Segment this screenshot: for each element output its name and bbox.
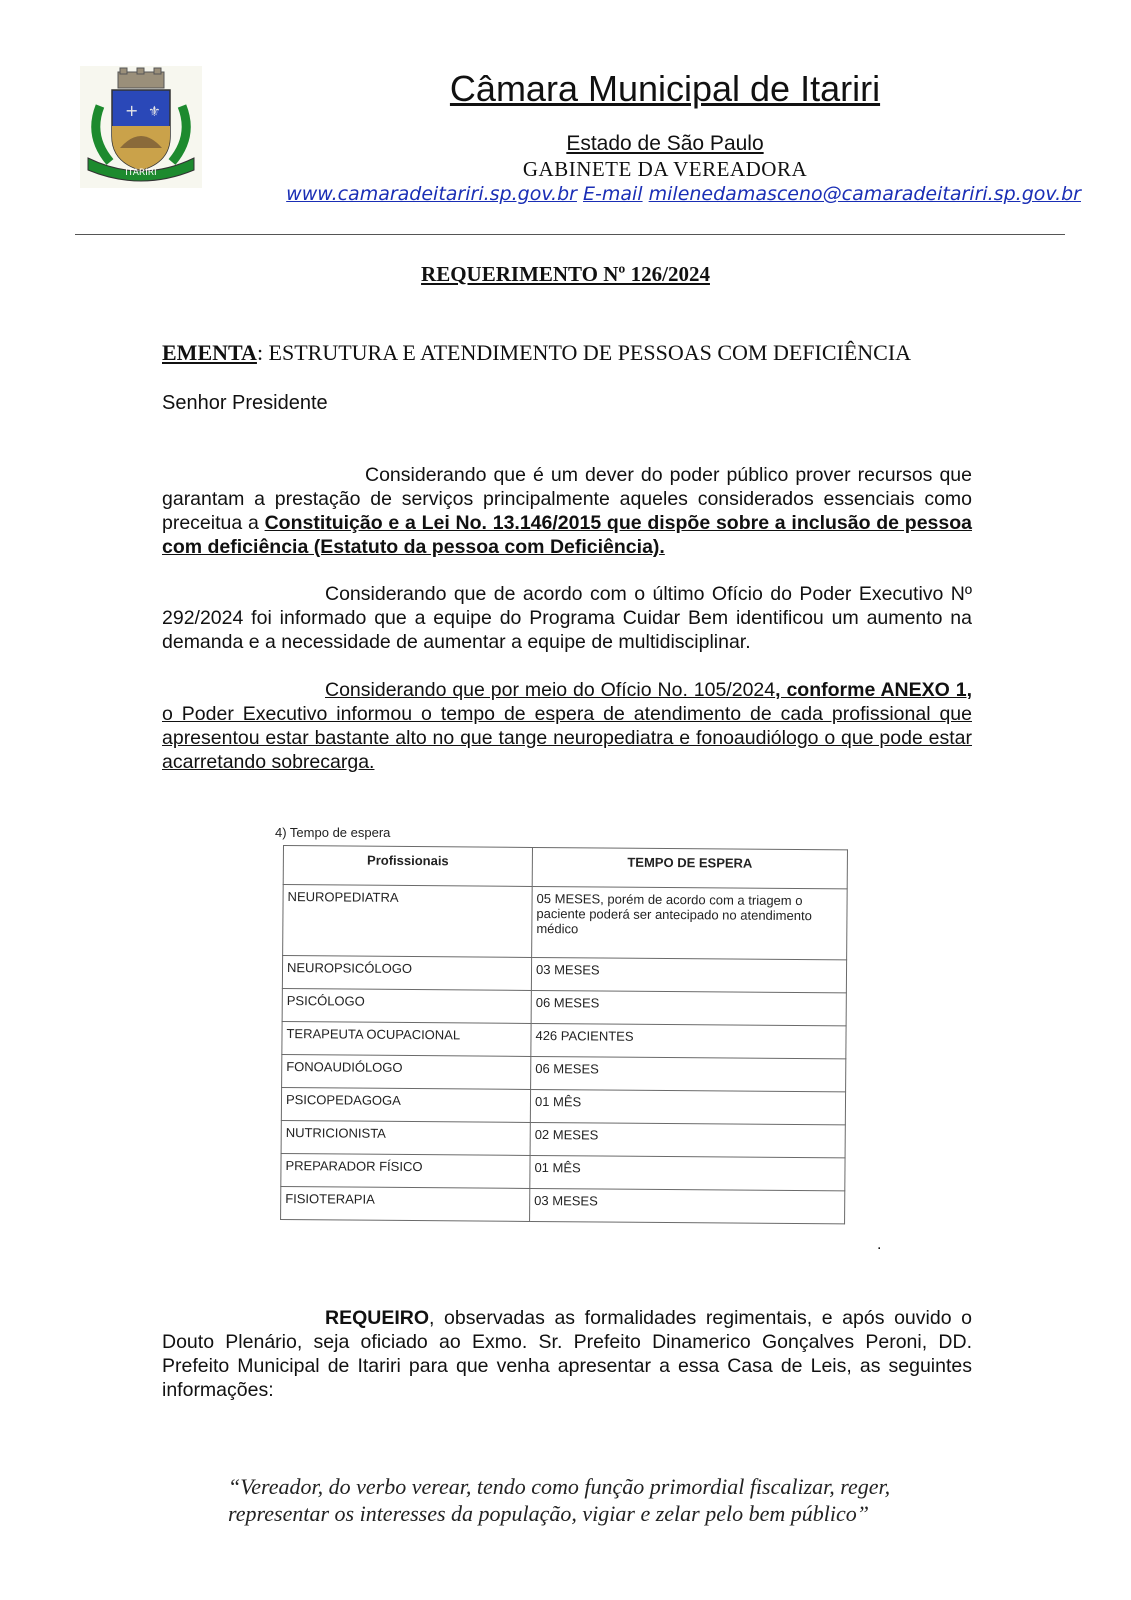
logo-text: ITARIRI [125, 168, 157, 178]
email-link[interactable]: milenedamasceno@camaradeitariri.sp.gov.br [648, 183, 1081, 205]
waiting-time-cell: 01 MÊS [530, 1089, 845, 1124]
profession-cell: NUTRICIONISTA [281, 1120, 530, 1155]
paragraph-1-law-reference: Constituição e a Lei No. 13.146/2015 que dispõe sobre a inclusão de pessoa com deficiência (Estatuto da pessoa com Deficiência). [162, 512, 972, 558]
table-row [282, 956, 846, 993]
header-divider [75, 234, 1065, 235]
profession-cell: PREPARADOR FÍSICO [281, 1153, 530, 1188]
profession-cell: FISIOTERAPIA [281, 1186, 530, 1221]
ementa [162, 340, 911, 366]
table-row [282, 1054, 846, 1091]
waiting-time-cell: 05 MESES, porém de acordo com a triagem o paciente poderá ser antecipado no atendimento médico [532, 886, 848, 959]
waiting-time-cell: 06 MESES [531, 990, 846, 1025]
waiting-time-cell: 01 MÊS [530, 1155, 845, 1190]
table-row [283, 885, 848, 960]
municipal-coat-of-arms [80, 66, 202, 188]
document-number [0, 262, 1131, 287]
office-name: GABINETE DA VEREADORA [522, 157, 808, 181]
column-header-professionals: Profissionais [283, 846, 532, 887]
trailing-dot: . [877, 1236, 882, 1253]
table-header-row [283, 846, 847, 889]
scanned-annex-table [275, 825, 865, 1245]
table-row [281, 1186, 845, 1223]
paragraph-3-text-c: o Poder Executivo informou o tempo de espera de atendimento de cada profissional que apresentou estar bastante alto no que tange neuropediatra e fonoaudiólogo o que pode estar acarretando sobrecarga. [162, 703, 972, 773]
table-row [281, 1087, 845, 1124]
svg-text:+: + [125, 101, 139, 120]
waiting-time-cell: 03 MESES [530, 1188, 845, 1223]
paragraph-2: Considerando que de acordo com o último Ofício do Poder Executivo Nº 292/2024 foi informado que a equipe do Programa Cuidar Bem identificou um aumento na demanda e a necessidade de aumentar a equipe de multidisciplinar. [162, 583, 972, 653]
page-title: Câmara Municipal de Itariri [449, 68, 881, 109]
email-label: E-mail [583, 183, 643, 205]
profession-cell: PSICÓLOGO [282, 988, 531, 1023]
paragraph-3 [162, 678, 972, 774]
table-caption: 4) Tempo de espera [275, 825, 391, 840]
profession-cell: NEUROPEDIATRA [283, 885, 533, 958]
salutation: Senhor Presidente [162, 392, 328, 414]
table-row [281, 1120, 845, 1157]
contact-links [286, 183, 1081, 205]
waiting-time-cell: 03 MESES [531, 957, 846, 992]
footer-quote: “Vereador, do verbo verear, tendo como função primordial fiscalizar, reger, representar os interesses da população, vigiar e zelar pelo bem público” [228, 1474, 891, 1526]
waiting-time-cell: 06 MESES [531, 1056, 846, 1091]
document-number-text: REQUERIMENTO Nº 126/2024 [421, 262, 710, 286]
waiting-time-cell: 426 PACIENTES [531, 1023, 846, 1058]
table-row [282, 1021, 846, 1058]
table-row [282, 988, 846, 1025]
svg-text:⚜: ⚜ [148, 104, 161, 120]
paragraph-requeiro [162, 1306, 972, 1402]
ementa-label: EMENTA [162, 340, 257, 365]
waiting-time-cell: 02 MESES [530, 1122, 845, 1157]
column-header-waiting-time: TEMPO DE ESPERA [532, 847, 847, 888]
requeiro-keyword: REQUEIRO [325, 1307, 430, 1329]
profession-cell: TERAPEUTA OCUPACIONAL [282, 1021, 531, 1056]
paragraph-3-text-a: Considerando que por meio do Ofício No. 105/2024 [325, 679, 776, 701]
profession-cell: NEUROPSICÓLOGO [282, 956, 531, 991]
paragraph-3-annex-reference: , conforme ANEXO 1, [775, 679, 972, 701]
website-link[interactable]: www.camaradeitariri.sp.gov.br [286, 183, 577, 205]
paragraph-1 [162, 463, 972, 559]
paragraph-1-text: Considerando que é um dever do poder público prover recursos que garantam a prestação de serviços principalmente aqueles considerados essenciais como preceitua a [162, 464, 972, 534]
ementa-text: : ESTRUTURA E ATENDIMENTO DE PESSOAS COM DEFICIÊNCIA [256, 340, 912, 365]
profession-cell: PSICOPEDAGOGA [281, 1087, 530, 1122]
table-row [281, 1153, 845, 1190]
state-name: Estado de São Paulo [566, 132, 764, 155]
profession-cell: FONOAUDIÓLOGO [282, 1054, 531, 1089]
requeiro-text: , observadas as formalidades regimentais, e após ouvido o Douto Plenário, seja oficiado ao Exmo. Sr. Prefeito Dinamerico Gonçalves Peroni, DD. Prefeito Municipal de Itariri para que venha apresentar a essa Casa de Leis, as seguintes informações: [162, 1307, 972, 1401]
waiting-time-table [280, 845, 848, 1224]
